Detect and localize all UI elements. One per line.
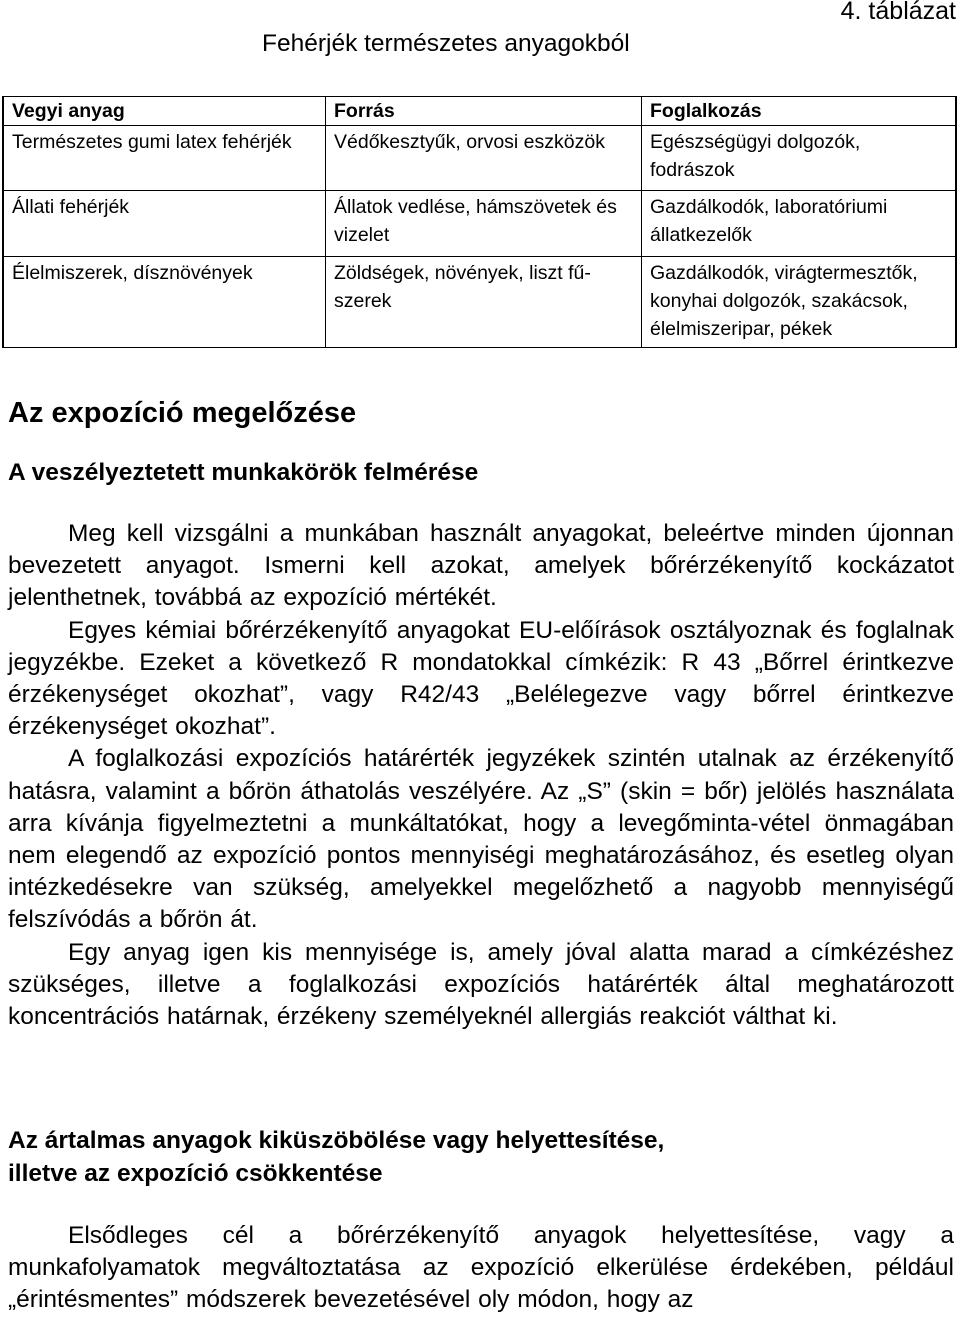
allergen-table	[2, 96, 957, 348]
paragraph: Egy anyag igen kis mennyisége is, amely jóval alatta marad a címkézéshez szükséges, illetve a foglalkozási expozíciós határérték által meghatározott koncentrációs határnak, érzékeny személyeknél allergiás reakciót válthat ki.	[8, 938, 954, 1031]
subsection-heading: A veszélyeztetett munkakörök felmérése	[8, 459, 479, 486]
table-number-label: 4. táblázat	[840, 0, 956, 25]
header-source: Forrás	[326, 97, 642, 126]
section2-heading	[8, 1124, 948, 1190]
header-occupation: Foglalkozás	[642, 97, 957, 126]
section-body	[8, 518, 954, 1033]
cell-chemical: Élelmiszerek, dísznövények	[3, 257, 326, 348]
cell-chemical: Természetes gumi latex fehérjék	[3, 126, 326, 191]
table-header-row	[3, 97, 956, 126]
cell-occupation: Gazdálkodók, virágtermesztők, konyhai dolgozók, szakácsok, élelmiszeripar, pékek	[642, 257, 957, 348]
table-title: Fehérjék természetes anyagokból	[262, 30, 630, 57]
cell-source: Védőkesztyűk, orvosi eszközök	[326, 126, 642, 191]
section2-heading-line1: Az ártalmas anyagok kiküszöbölése vagy helyettesítése,	[8, 1127, 665, 1154]
cell-occupation: Gazdálkodók, laboratóriumi állatkezelők	[642, 191, 957, 257]
paragraph: Elsődleges cél a bőrérzékenyítő anyagok helyettesítése, vagy a munkafolyamatok megváltoztatása az expozíció elkerülése érdekében, például „érintésmentes” módszerek bevezetésével oly módon, hogy az	[8, 1222, 954, 1314]
cell-chemical: Állati fehérjék	[3, 191, 326, 257]
paragraph: Meg kell vizsgálni a munkában használt anyagokat, beleértve minden újonnan bevezetett anyagot. Ismerni kell azokat, amelyek bőrérzékenyítő kockázatot jelenthetnek, továbbá az expozíció mértékét.	[8, 520, 954, 612]
section-heading: Az expozíció megelőzése	[8, 397, 357, 429]
paragraph: Egyes kémiai bőrérzékenyítő anyagokat EU-előírások osztályoznak és foglalnak jegyzékbe. Ezeket a következő R mondatokkal címkézik: R 43 „Bőrrel érintkezve érzékenységet okozhat”, vagy R42/43 „Belélegezve vagy bőrrel érintkezve érzékenységet okozhat”.	[8, 616, 954, 741]
table-row	[3, 126, 956, 191]
cell-occupation: Egészségügyi dolgozók, fodrászok	[642, 126, 957, 191]
paragraph: A foglalkozási expozíciós határérték jegyzékek szintén utalnak az érzékenyítő hatásra, valamint a bőrön áthatolás veszélyére. Az „S” (skin = bőr) jelölés használata arra kívánja figyelmeztetni a munkáltatókat, hogy a levegőminta-vétel önmagában nem elegendő az expozíció pontos mennyiségi meghatározásához, és esetleg olyan intézkedésekre van szükség, amelyekkel megelőzhető a nagyobb mennyiségű felszívódás a bőrön át.	[8, 745, 954, 934]
cell-source: Zöldségek, növények, liszt fű-szerek	[326, 257, 642, 348]
section2-heading-line2: illetve az expozíció csökkentése	[8, 1160, 383, 1187]
table-row	[3, 257, 956, 348]
cell-source: Állatok vedlése, hámszövetek és vizelet	[326, 191, 642, 257]
header-chemical: Vegyi anyag	[3, 97, 326, 126]
section2-body	[8, 1220, 954, 1317]
table-row	[3, 191, 956, 257]
